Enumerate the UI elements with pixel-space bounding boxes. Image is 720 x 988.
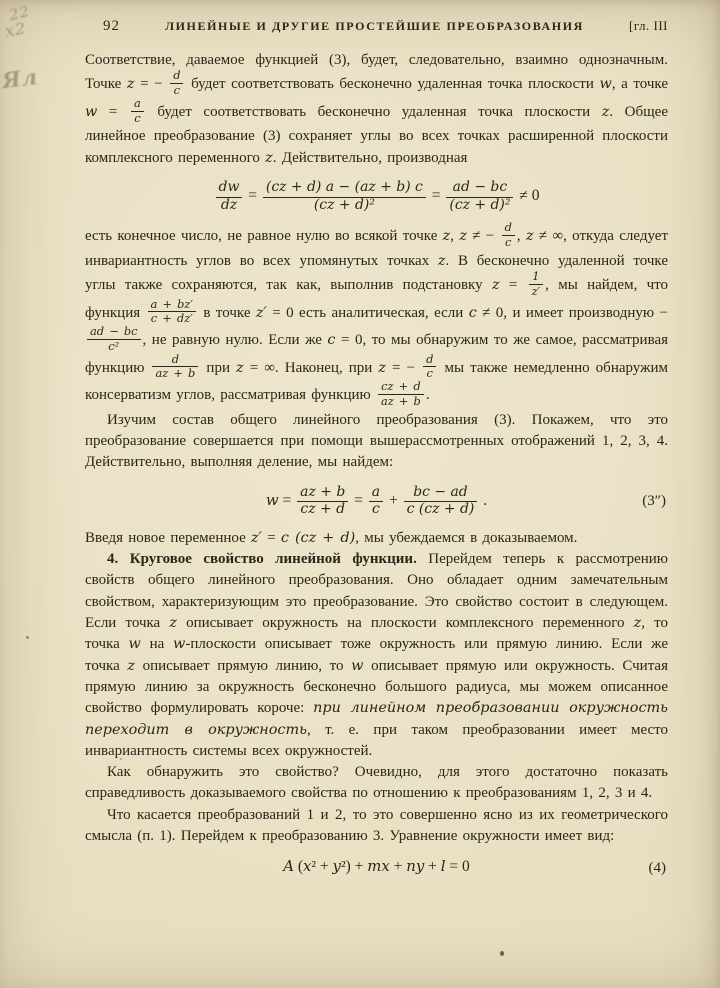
italic-emphasis: при линейном преобразовании окружность переходит в окружность bbox=[85, 700, 668, 738]
math-inline: l bbox=[440, 857, 446, 876]
text-run: ≠ − bbox=[466, 228, 500, 245]
text-run: , bbox=[450, 228, 460, 245]
text-run: Что касается преобразований 1 и 2, то это совершенно ясно из их геометрического смысла (п. 1). Перейдем к преобразованию 3. Уравнение окружности имеет вид: bbox=[85, 806, 668, 844]
math-inline: w bbox=[351, 657, 364, 674]
text-run: . Действительно, производная bbox=[272, 149, 468, 166]
math-inline: z bbox=[236, 359, 244, 376]
math-inline: A bbox=[283, 857, 294, 876]
math-inline: mx bbox=[367, 857, 390, 876]
text-run: = bbox=[261, 529, 281, 546]
text-run: , а точке bbox=[611, 76, 669, 93]
page-number: 92 bbox=[103, 18, 120, 34]
text-run: = 0 bbox=[445, 858, 470, 876]
text-run: Изучим состав общего линейного преобразования (3). Покажем, что это преобразование совершается при помощи вышерассмотренных отображений 1, 2, 3, 4. Действительно, выполняя деление, мы найдем: bbox=[85, 411, 668, 471]
text-run: есть конечное число, не равное нулю во всякой точке bbox=[85, 228, 443, 245]
text-run: + bbox=[389, 858, 407, 876]
fraction: $\frac{a}{c}$ bbox=[369, 485, 383, 518]
text-run: будет соответствовать бесконечно удаленная точка плоскости bbox=[185, 76, 600, 93]
fraction: $\frac{(cz + d) a - (az + b) c}{\text{(cz + d)²}}$ bbox=[263, 180, 426, 213]
text-run: Перейдем теперь к рассмотрению свойств общего линейного преобразования. Оно обладает одним замечательным свойством, характеризующим это преобразование. Это свойство состоит в следующем. Если точка bbox=[85, 551, 668, 632]
paragraph bbox=[85, 220, 669, 409]
equation-number: (3″) bbox=[642, 493, 666, 510]
text-run: = bbox=[350, 491, 367, 509]
text-run: Введя новое переменное bbox=[85, 529, 251, 546]
paper-speck bbox=[26, 636, 29, 639]
text-run: . В бесконечно удаленной точке углы также сохраняются, так как, выполнив подстановку bbox=[85, 252, 668, 294]
fraction: $\frac{bc - ad}{c (cz + d)}$ bbox=[404, 485, 478, 518]
math-inline: c bbox=[468, 304, 477, 321]
math-inline: ny bbox=[406, 857, 425, 876]
math-inline: z bbox=[601, 104, 610, 121]
math-inline: c (cz + d) bbox=[280, 529, 356, 546]
text-run: мы также немедленно обнаружим консерватизм углов, рассматривая функцию bbox=[85, 359, 668, 404]
math-inline: z bbox=[459, 228, 467, 245]
section-heading: 4. Круговое свойство линейной функции. bbox=[107, 551, 417, 568]
paragraph bbox=[85, 549, 668, 762]
equation-number: (4) bbox=[648, 859, 666, 876]
fraction: $\frac{d}{az + b}$ bbox=[152, 353, 198, 381]
text-run: = 0 есть аналитическая, если bbox=[266, 304, 469, 321]
pencil-scribble-1: 22 bbox=[7, 1, 32, 25]
paragraph bbox=[85, 805, 668, 848]
text-run: ≠ 0, и имеет производную − bbox=[476, 304, 668, 321]
text-run: ≠ ∞, откуда следует инвариантность углов во всех упомянутых точках bbox=[85, 228, 669, 269]
text-run: ( bbox=[293, 858, 304, 876]
text-run: + bbox=[385, 491, 402, 509]
text-run: , не равную нулю. Если же bbox=[142, 332, 328, 349]
fraction: $\frac{d}{c}$ bbox=[502, 221, 515, 249]
math-inline: w bbox=[128, 636, 141, 653]
display-formula bbox=[85, 858, 668, 877]
text-run: , то точка bbox=[85, 615, 668, 653]
text-run: Как обнаружить это свойство? Очевидно, для этого достаточно показать справедливость доказываемого свойства по отношению к преобразованиям 1, 2, 3 и 4. bbox=[85, 764, 668, 802]
text-run: будет соответствовать бесконечно удаленная точка плоскости bbox=[145, 104, 602, 121]
math-inline: z bbox=[491, 277, 500, 294]
fraction: $\frac{az + b}{cz + d}$ bbox=[297, 485, 348, 518]
text-run: ²) + bbox=[340, 858, 368, 876]
text-run: ² + bbox=[311, 858, 333, 876]
text-run: = ∞. Наконец, при bbox=[243, 359, 379, 376]
fraction: $\frac{cz + d}{az + b}$ bbox=[378, 380, 424, 408]
display-formula bbox=[85, 180, 668, 213]
running-title: ЛИНЕЙНЫЕ И ДРУГИЕ ПРОСТЕЙШИЕ ПРЕОБРАЗОВАНИЯ bbox=[165, 19, 584, 33]
math-inline: w bbox=[85, 104, 98, 121]
paragraph bbox=[85, 762, 668, 805]
text-run: . Общее линейное преобразование (3) сохраняет углы во всех точках расширенной плоскости комплексного переменного bbox=[85, 104, 668, 166]
display-formula bbox=[85, 485, 668, 518]
formula-expression bbox=[283, 858, 470, 877]
fraction: $\frac{1}{z'}$ bbox=[529, 270, 544, 298]
fraction: $\frac{a}{c}$ bbox=[131, 97, 144, 125]
math-inline: z bbox=[633, 615, 642, 632]
body-text bbox=[85, 50, 668, 877]
text-run: при bbox=[200, 359, 237, 376]
formula-expression bbox=[266, 485, 487, 518]
text-run: = bbox=[244, 187, 261, 205]
paragraph bbox=[85, 410, 668, 474]
text-run: . bbox=[425, 387, 430, 404]
chapter-reference: [гл. III bbox=[629, 18, 668, 33]
text-column bbox=[85, 18, 668, 887]
pencil-scribble-2: х2 bbox=[3, 18, 28, 41]
text-run: + bbox=[424, 858, 441, 876]
text-run: описывает прямую или окружность. Считая прямую линию за окружность бесконечно большого радиуса, мы можем описанное свойство формулировать короче: bbox=[85, 657, 668, 717]
formula-expression bbox=[214, 180, 540, 213]
paragraph bbox=[85, 50, 668, 169]
paragraph bbox=[85, 528, 668, 549]
math-inline: z′ bbox=[250, 529, 262, 546]
math-inline: z bbox=[378, 359, 386, 376]
math-inline: z bbox=[437, 252, 446, 269]
pencil-scribble-3: Ял bbox=[0, 63, 40, 94]
math-inline: x bbox=[303, 857, 312, 876]
fraction: $\frac{ad - bc}{\text{c²}}$ bbox=[87, 325, 141, 353]
text-run: на bbox=[140, 636, 174, 653]
fraction: $\frac{a + bz'}{c + dz'}$ bbox=[148, 298, 196, 326]
text-run: , т. е. при таком преобразовании имеет место инвариантность системы всех окружностей. bbox=[85, 721, 668, 759]
math-inline: z bbox=[127, 657, 135, 674]
text-run: , bbox=[516, 228, 526, 245]
math-inline: y bbox=[332, 857, 341, 876]
math-inline: z′ bbox=[255, 304, 267, 321]
text-run: . bbox=[479, 491, 488, 509]
text-run: = bbox=[499, 277, 527, 294]
page-header bbox=[85, 18, 668, 35]
math-inline: w bbox=[599, 76, 612, 93]
math-inline: z bbox=[265, 149, 273, 166]
math-inline: z bbox=[525, 228, 534, 245]
text-run: = − bbox=[134, 76, 169, 93]
text-run: в точке bbox=[198, 304, 256, 321]
text-run: Соответствие, даваемое функцией (3), будет, следовательно, взаимно однозначным. Точке bbox=[85, 52, 668, 93]
text-run: , мы убеждаемся в доказываемом. bbox=[355, 529, 578, 546]
fraction: $\frac{d}{c}$ bbox=[170, 69, 183, 97]
paper-speck bbox=[500, 951, 504, 956]
text-run: ≠ 0 bbox=[515, 187, 540, 205]
fraction: $\frac{d}{c}$ bbox=[423, 353, 436, 381]
text-run: = bbox=[427, 187, 445, 205]
math-inline: z bbox=[126, 76, 135, 93]
math-inline: z bbox=[169, 615, 177, 632]
text-run: , мы найдем, что функция bbox=[85, 277, 669, 321]
text-run: описывает окружность на плоскости комплексного переменного bbox=[176, 615, 634, 632]
text-run: описывает прямую линию, то bbox=[134, 657, 352, 674]
text-run: = bbox=[97, 104, 129, 121]
text-run: = 0, то мы обнаружим то же самое, рассматривая функцию bbox=[85, 332, 669, 376]
math-inline: c bbox=[327, 332, 336, 349]
text-run: = bbox=[278, 491, 296, 509]
math-inline: z bbox=[442, 228, 451, 245]
fraction: $\frac{dw}{dz}$ bbox=[216, 180, 243, 213]
text-run: = − bbox=[385, 359, 422, 376]
text-run: -плоскости описывает тоже окружность или прямую линию. Если же точка bbox=[85, 636, 669, 674]
fraction: $\frac{ad - bc}{\text{(cz + d)²}}$ bbox=[446, 180, 513, 213]
math-inline: w bbox=[265, 490, 279, 509]
math-inline: w bbox=[173, 636, 186, 653]
